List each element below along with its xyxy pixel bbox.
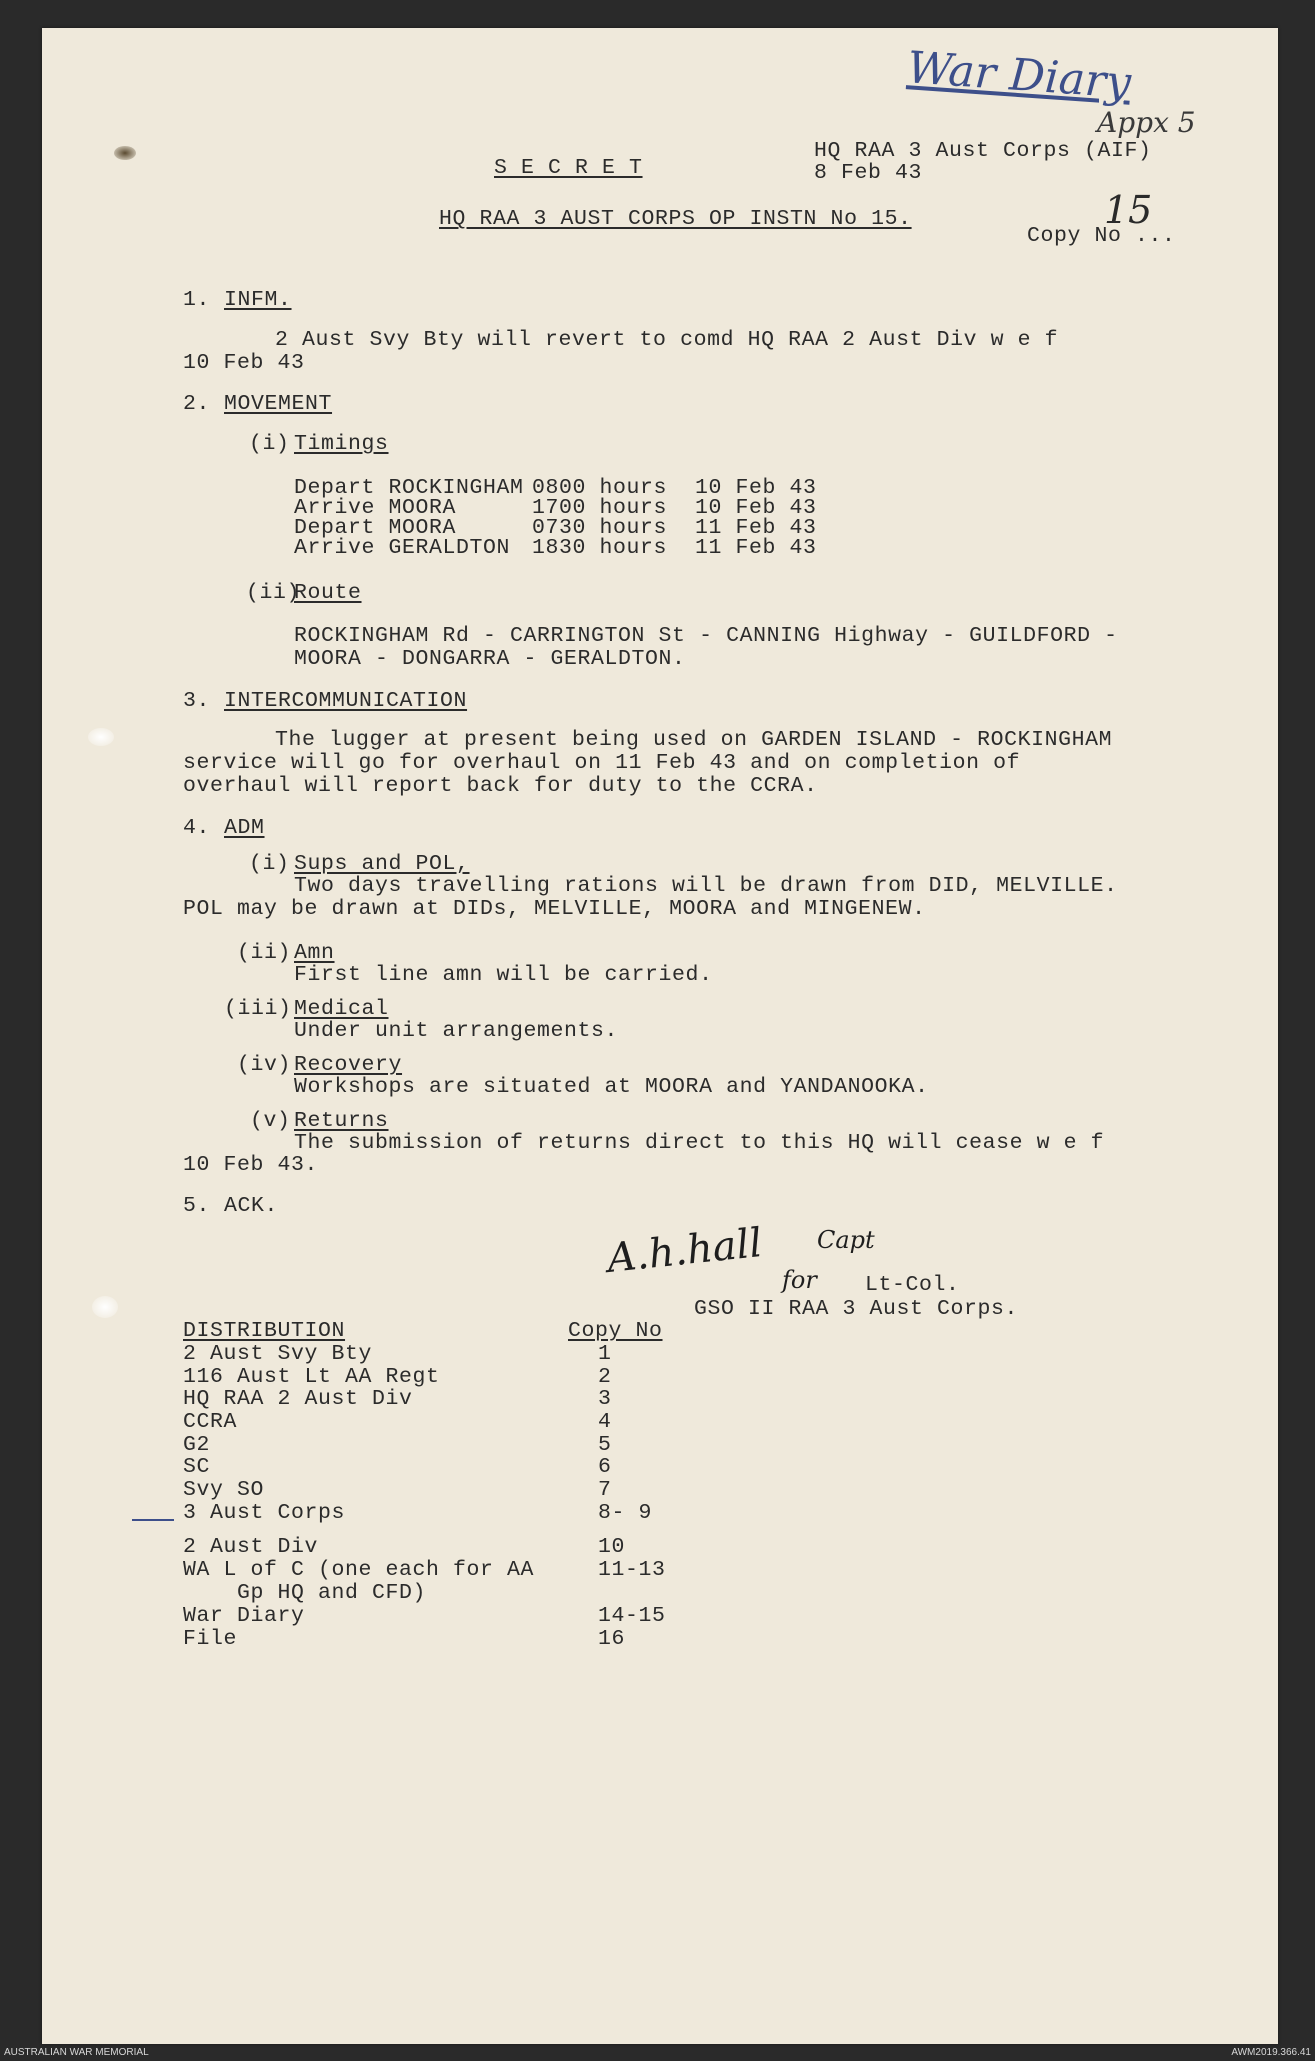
handwritten-capt: Capt	[817, 1226, 875, 1254]
distribution-recipient: 3 Aust Corps	[183, 1501, 346, 1525]
subsection-heading: Timings	[294, 432, 389, 456]
section-4-text: 10 Feb 43.	[183, 1153, 319, 1177]
subsection-number: (iii)	[224, 997, 292, 1021]
timing-date: 10 Feb 43	[695, 476, 817, 500]
copy-number-label: Copy No ...	[1027, 224, 1176, 248]
subsection-number: (iv)	[237, 1053, 292, 1077]
handwritten-copy-number: 15	[1104, 188, 1153, 232]
distribution-recipient: 2 Aust Div	[183, 1535, 319, 1559]
subsection-number: (i)	[249, 852, 290, 876]
distribution-recipient: 116 Aust Lt AA Regt	[183, 1365, 440, 1389]
timing-time: 1830 hours	[532, 536, 668, 560]
subsection-heading: Recovery	[294, 1053, 403, 1077]
distribution-recipient: G2	[183, 1433, 211, 1457]
section-3-text: The lugger at present being used on GARDEN ISLAND - ROCKINGHAM	[275, 728, 1113, 752]
handwritten-appendix: Appx 5	[1097, 106, 1196, 139]
signatory-rank: Lt-Col.	[865, 1273, 960, 1297]
distribution-copy-number: 3	[598, 1387, 612, 1411]
section-1-text: 2 Aust Svy Bty will revert to comd HQ RAA 2 Aust Div w e f	[275, 328, 1059, 352]
archive-reference: AWM2019.366.41	[1231, 2047, 1311, 2058]
issuing-hq: HQ RAA 3 Aust Corps (AIF)	[814, 139, 1152, 163]
distribution-copy-number: 5	[598, 1433, 612, 1457]
handwritten-signature: A.h.hall	[605, 1220, 765, 1282]
distribution-recipient: War Diary	[183, 1604, 305, 1628]
section-1-text: 10 Feb 43	[183, 351, 305, 375]
subsection-number: (ii)	[237, 941, 292, 965]
timing-time: 1700 hours	[532, 496, 668, 520]
subsection-number: (v)	[250, 1109, 291, 1133]
section-4-text: The submission of returns direct to this HQ will cease w e f	[294, 1131, 1105, 1155]
section-4-text: First line amn will be carried.	[294, 963, 713, 987]
distribution-recipient: 2 Aust Svy Bty	[183, 1342, 373, 1366]
section-4-text: Workshops are situated at MOORA and YANDANOOKA.	[294, 1075, 929, 1099]
subsection-heading: Returns	[294, 1109, 389, 1133]
issue-date: 8 Feb 43	[814, 161, 923, 185]
subsection-heading: Amn	[294, 941, 335, 965]
timing-action: Arrive MOORA	[294, 496, 457, 520]
distribution-recipient: File	[183, 1627, 238, 1651]
timing-action: Depart ROCKINGHAM	[294, 476, 524, 500]
distribution-copy-number: 6	[598, 1455, 612, 1479]
distribution-recipient: WA L of C (one each for AA	[183, 1558, 535, 1582]
timing-date: 11 Feb 43	[695, 536, 817, 560]
section-2-heading: MOVEMENT	[224, 392, 333, 416]
timing-date: 10 Feb 43	[695, 496, 817, 520]
section-3-heading: INTERCOMMUNICATION	[224, 689, 468, 713]
distribution-copy-number: 16	[598, 1627, 626, 1651]
distribution-copy-number: 2	[598, 1365, 612, 1389]
section-3-number: 3.	[183, 689, 211, 713]
subsection-heading: Sups and POL,	[294, 852, 470, 876]
section-3-text: overhaul will report back for duty to the CCRA.	[183, 774, 818, 798]
section-5-text: ACK.	[224, 1194, 279, 1218]
handwritten-for: for	[782, 1266, 817, 1294]
timing-action: Arrive GERALDTON	[294, 536, 511, 560]
subsection-number: (i)	[249, 432, 290, 456]
signatory-appointment: GSO II RAA 3 Aust Corps.	[694, 1297, 1019, 1321]
section-4-text: Two days travelling rations will be drawn from DID, MELVILLE.	[294, 874, 1118, 898]
document-page	[42, 28, 1278, 2044]
section-3-text: service will go for overhaul on 11 Feb 43 and on completion of	[183, 751, 1021, 775]
section-5-number: 5.	[183, 1194, 211, 1218]
subsection-number: (ii)	[246, 581, 301, 605]
distribution-copy-number: 8- 9	[598, 1501, 653, 1525]
section-2-number: 2.	[183, 392, 211, 416]
subsection-heading: Route	[294, 581, 362, 605]
timing-time: 0800 hours	[532, 476, 668, 500]
distribution-copy-number: 10	[598, 1535, 626, 1559]
route-text: MOORA - DONGARRA - GERALDTON.	[294, 647, 686, 671]
subsection-heading: Medical	[294, 997, 389, 1021]
distribution-recipient: HQ RAA 2 Aust Div	[183, 1387, 413, 1411]
section-4-text: Under unit arrangements.	[294, 1019, 619, 1043]
war-diary-marker	[132, 1519, 174, 1521]
section-4-heading: ADM	[224, 816, 265, 840]
distribution-copy-number: 7	[598, 1478, 612, 1502]
copy-no-heading: Copy No	[568, 1319, 663, 1343]
distribution-recipient: SC	[183, 1455, 211, 1479]
classification: S E C R E T	[494, 156, 643, 180]
distribution-recipient: Svy SO	[183, 1478, 265, 1502]
paper-stain	[92, 1296, 118, 1318]
distribution-recipient: CCRA	[183, 1410, 238, 1434]
section-4-text: POL may be drawn at DIDs, MELVILLE, MOORA and MINGENEW.	[183, 897, 926, 921]
distribution-copy-number: 14-15	[598, 1604, 666, 1628]
distribution-copy-number: 11-13	[598, 1558, 666, 1582]
section-1-heading: INFM.	[224, 288, 292, 312]
archive-credit: AUSTRALIAN WAR MEMORIAL	[4, 2047, 149, 2058]
handwritten-note: War Diary	[905, 42, 1133, 109]
page-title: HQ RAA 3 AUST CORPS OP INSTN No 15.	[439, 207, 912, 231]
section-4-number: 4.	[183, 816, 211, 840]
section-1-number: 1.	[183, 288, 211, 312]
distribution-recipient: Gp HQ and CFD)	[183, 1581, 427, 1605]
timing-time: 0730 hours	[532, 516, 668, 540]
distribution-copy-number: 1	[598, 1342, 612, 1366]
timing-action: Depart MOORA	[294, 516, 457, 540]
distribution-heading: DISTRIBUTION	[183, 1319, 346, 1343]
paper-stain	[88, 728, 114, 746]
route-text: ROCKINGHAM Rd - CARRINGTON St - CANNING Highway - GUILDFORD -	[294, 624, 1118, 648]
timing-date: 11 Feb 43	[695, 516, 817, 540]
distribution-copy-number: 4	[598, 1410, 612, 1434]
paper-stain	[114, 146, 136, 160]
